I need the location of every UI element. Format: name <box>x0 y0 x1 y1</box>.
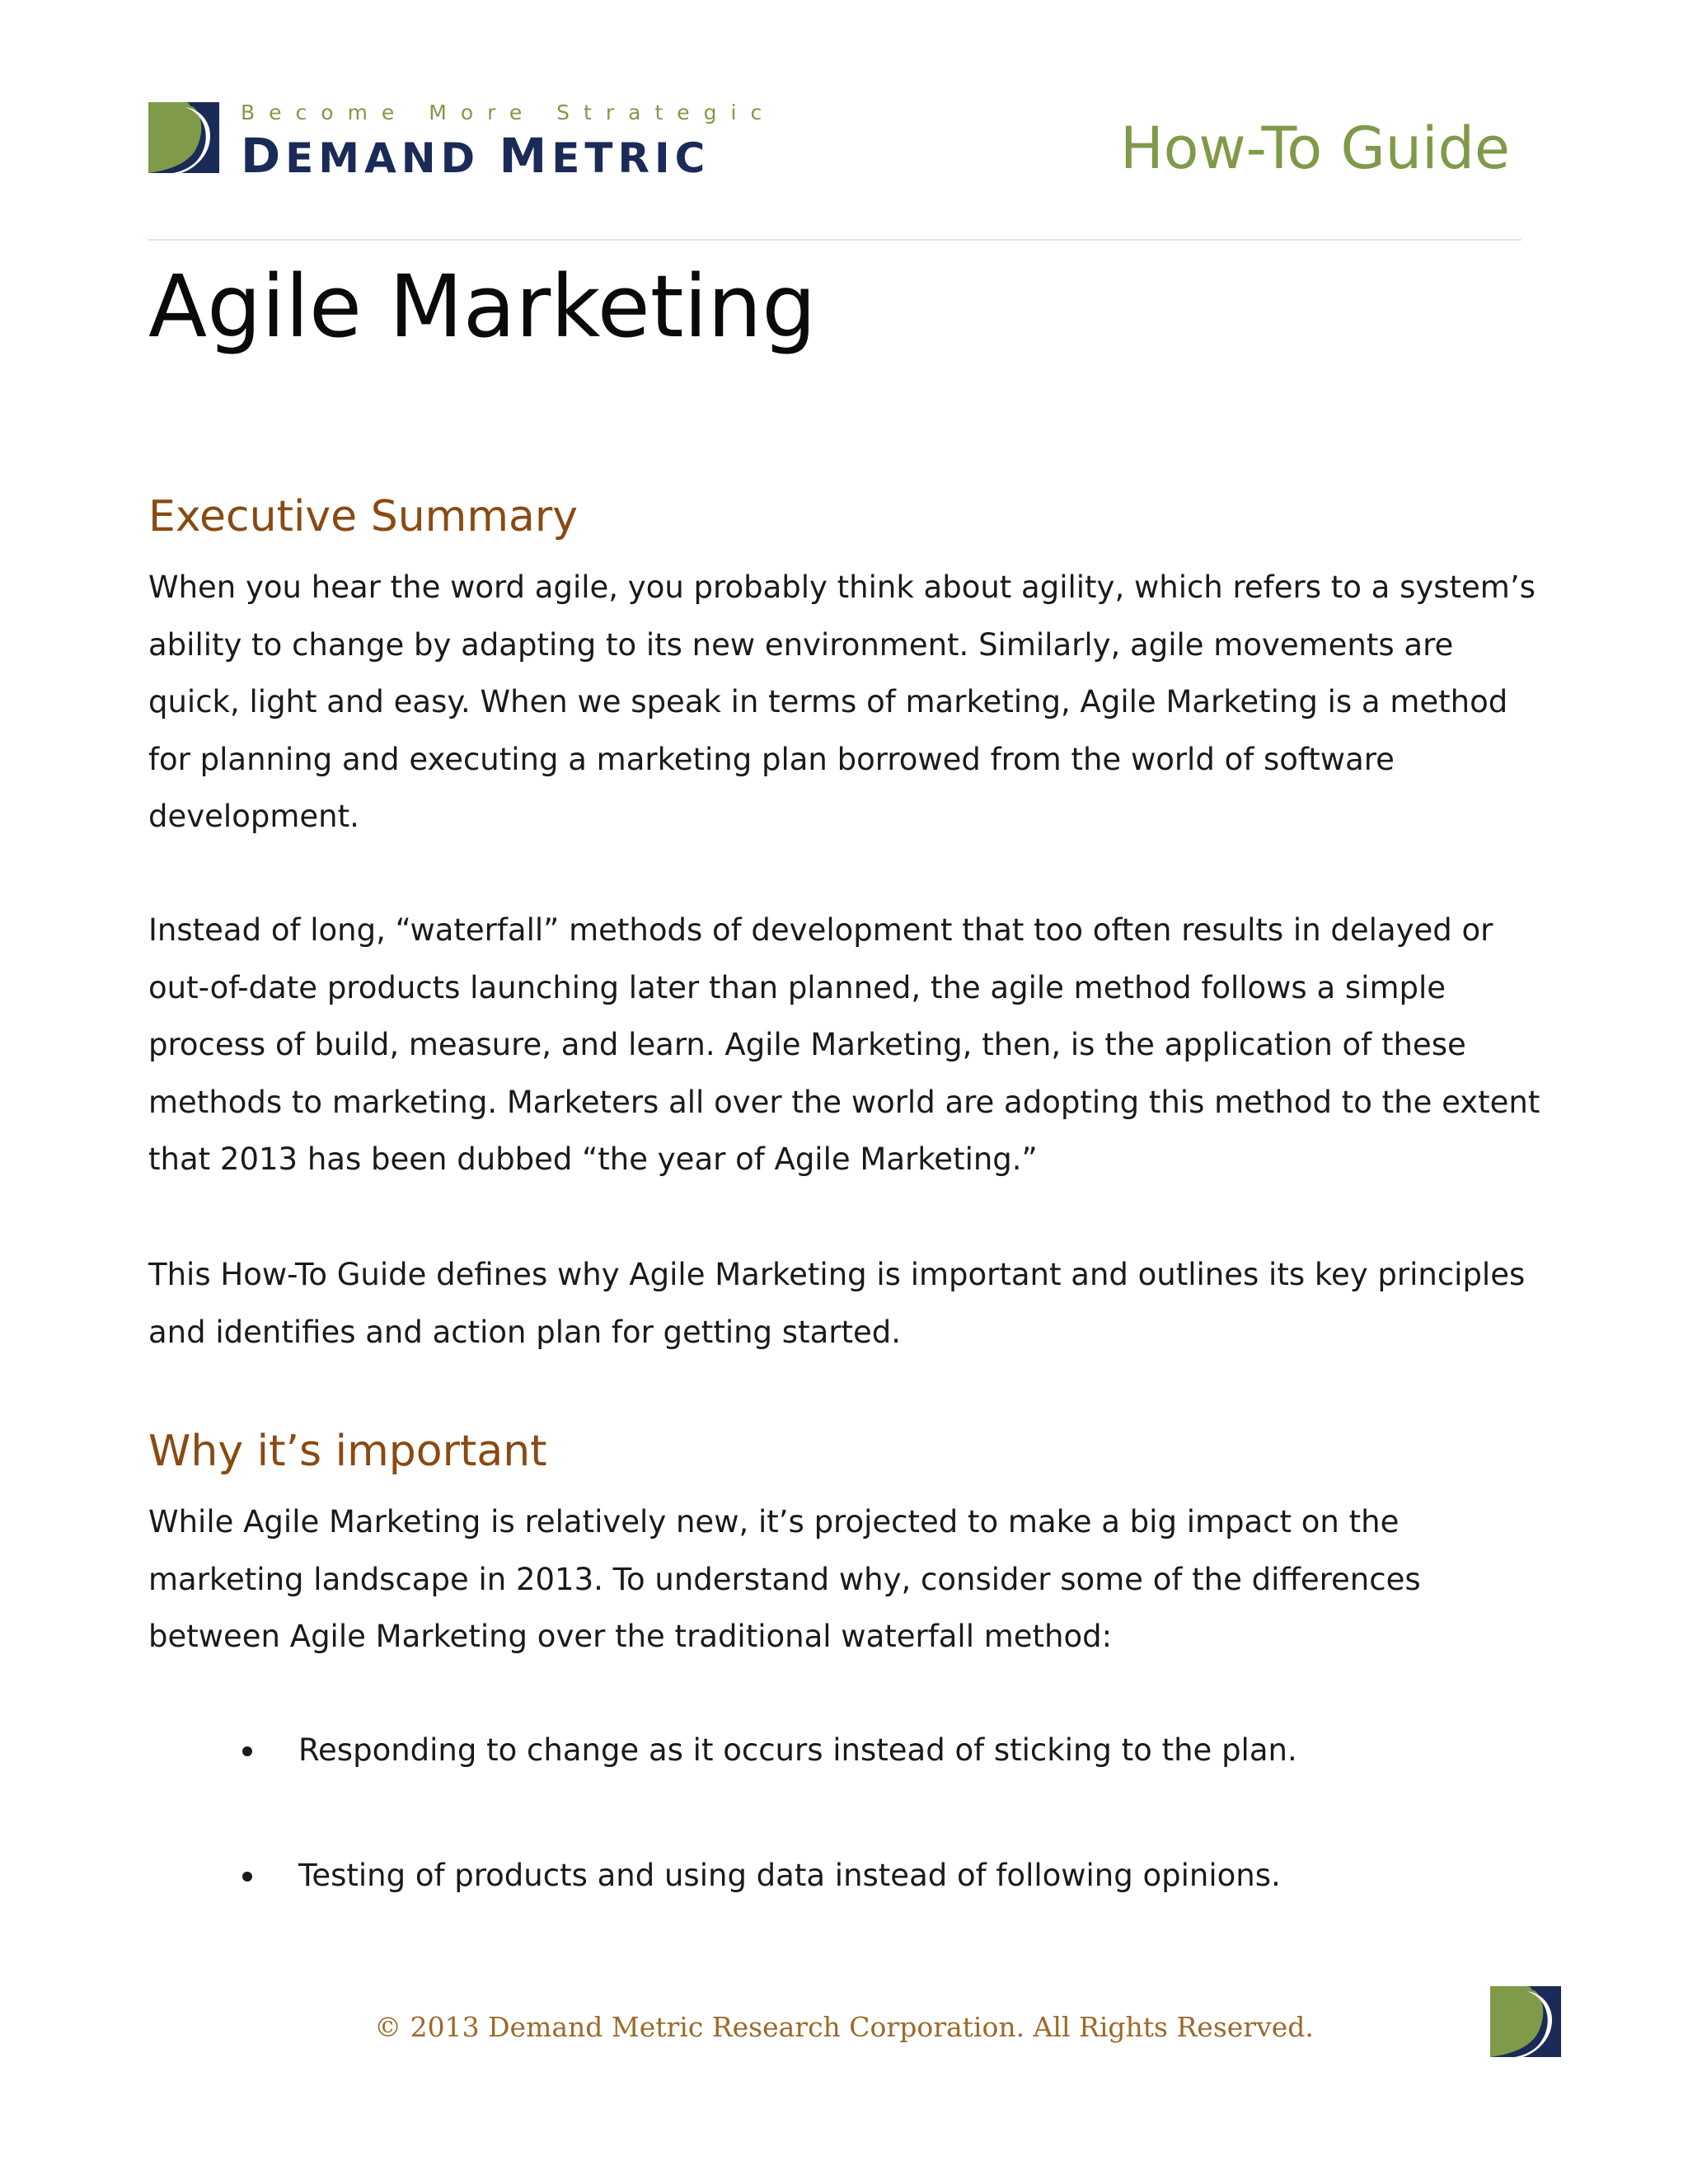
brand-name <box>241 128 710 184</box>
brand-word-metric: ETRIC <box>551 134 710 182</box>
list-item-text: Responding to change as it occurs instead of sticking to the plan. <box>298 1732 1297 1768</box>
brand-initial-m: M <box>499 128 552 184</box>
list-item-text: Testing of products and using data instead of following opinions. <box>298 1858 1281 1893</box>
bullet-icon <box>242 1746 252 1756</box>
brand-initial-d: D <box>241 128 286 184</box>
brand-word-demand: EMAND <box>285 134 481 182</box>
footer-copyright: © 2013 Demand Metric Research Corporation. All Rights Reserved. <box>374 2011 1314 2043</box>
document-type-label: How-To Guide <box>1119 115 1510 182</box>
executive-summary-paragraph-1: When you hear the word agile, you probably think about agility, which refers to a system’s ability to change by adapting to its new environment. Similarly, agile movements are quick, light and easy. When we speak in terms of marketing, Agile Marketing is a method for planning and executing a marketing plan borrowed from the world of software development. <box>148 569 1536 834</box>
executive-summary-paragraph-2: Instead of long, “waterfall” methods of development that too often results in delayed or out-of-date products launching later than planned, the agile method follows a simple process of build, measure, and learn. Agile Marketing, then, is the application of these methods to marketing. Marketers all over the world are adopting this method to the extent that 2013 has been dubbed “the year of Agile Marketing.” <box>148 912 1540 1177</box>
bullet-icon <box>242 1872 252 1882</box>
header-divider <box>148 239 1522 241</box>
demand-metric-logo-icon <box>148 102 219 173</box>
executive-summary-paragraph-3: This How-To Guide defines why Agile Marketing is important and outlines its key principles and identifies and action plan for getting started. <box>148 1257 1526 1350</box>
brand-tagline: Become More Strategic <box>241 101 776 124</box>
section-heading-why-important: Why it’s important <box>148 1427 547 1476</box>
section-heading-executive-summary: Executive Summary <box>148 492 578 541</box>
demand-metric-logo-icon <box>1490 1986 1561 2057</box>
page-title: Agile Marketing <box>148 256 817 357</box>
why-important-paragraph: While Agile Marketing is relatively new, it’s projected to make a big impact on the marketing landscape in 2013. To understand why, consider some of the differences between Agile Marketing over the traditional waterfall method: <box>148 1504 1421 1654</box>
